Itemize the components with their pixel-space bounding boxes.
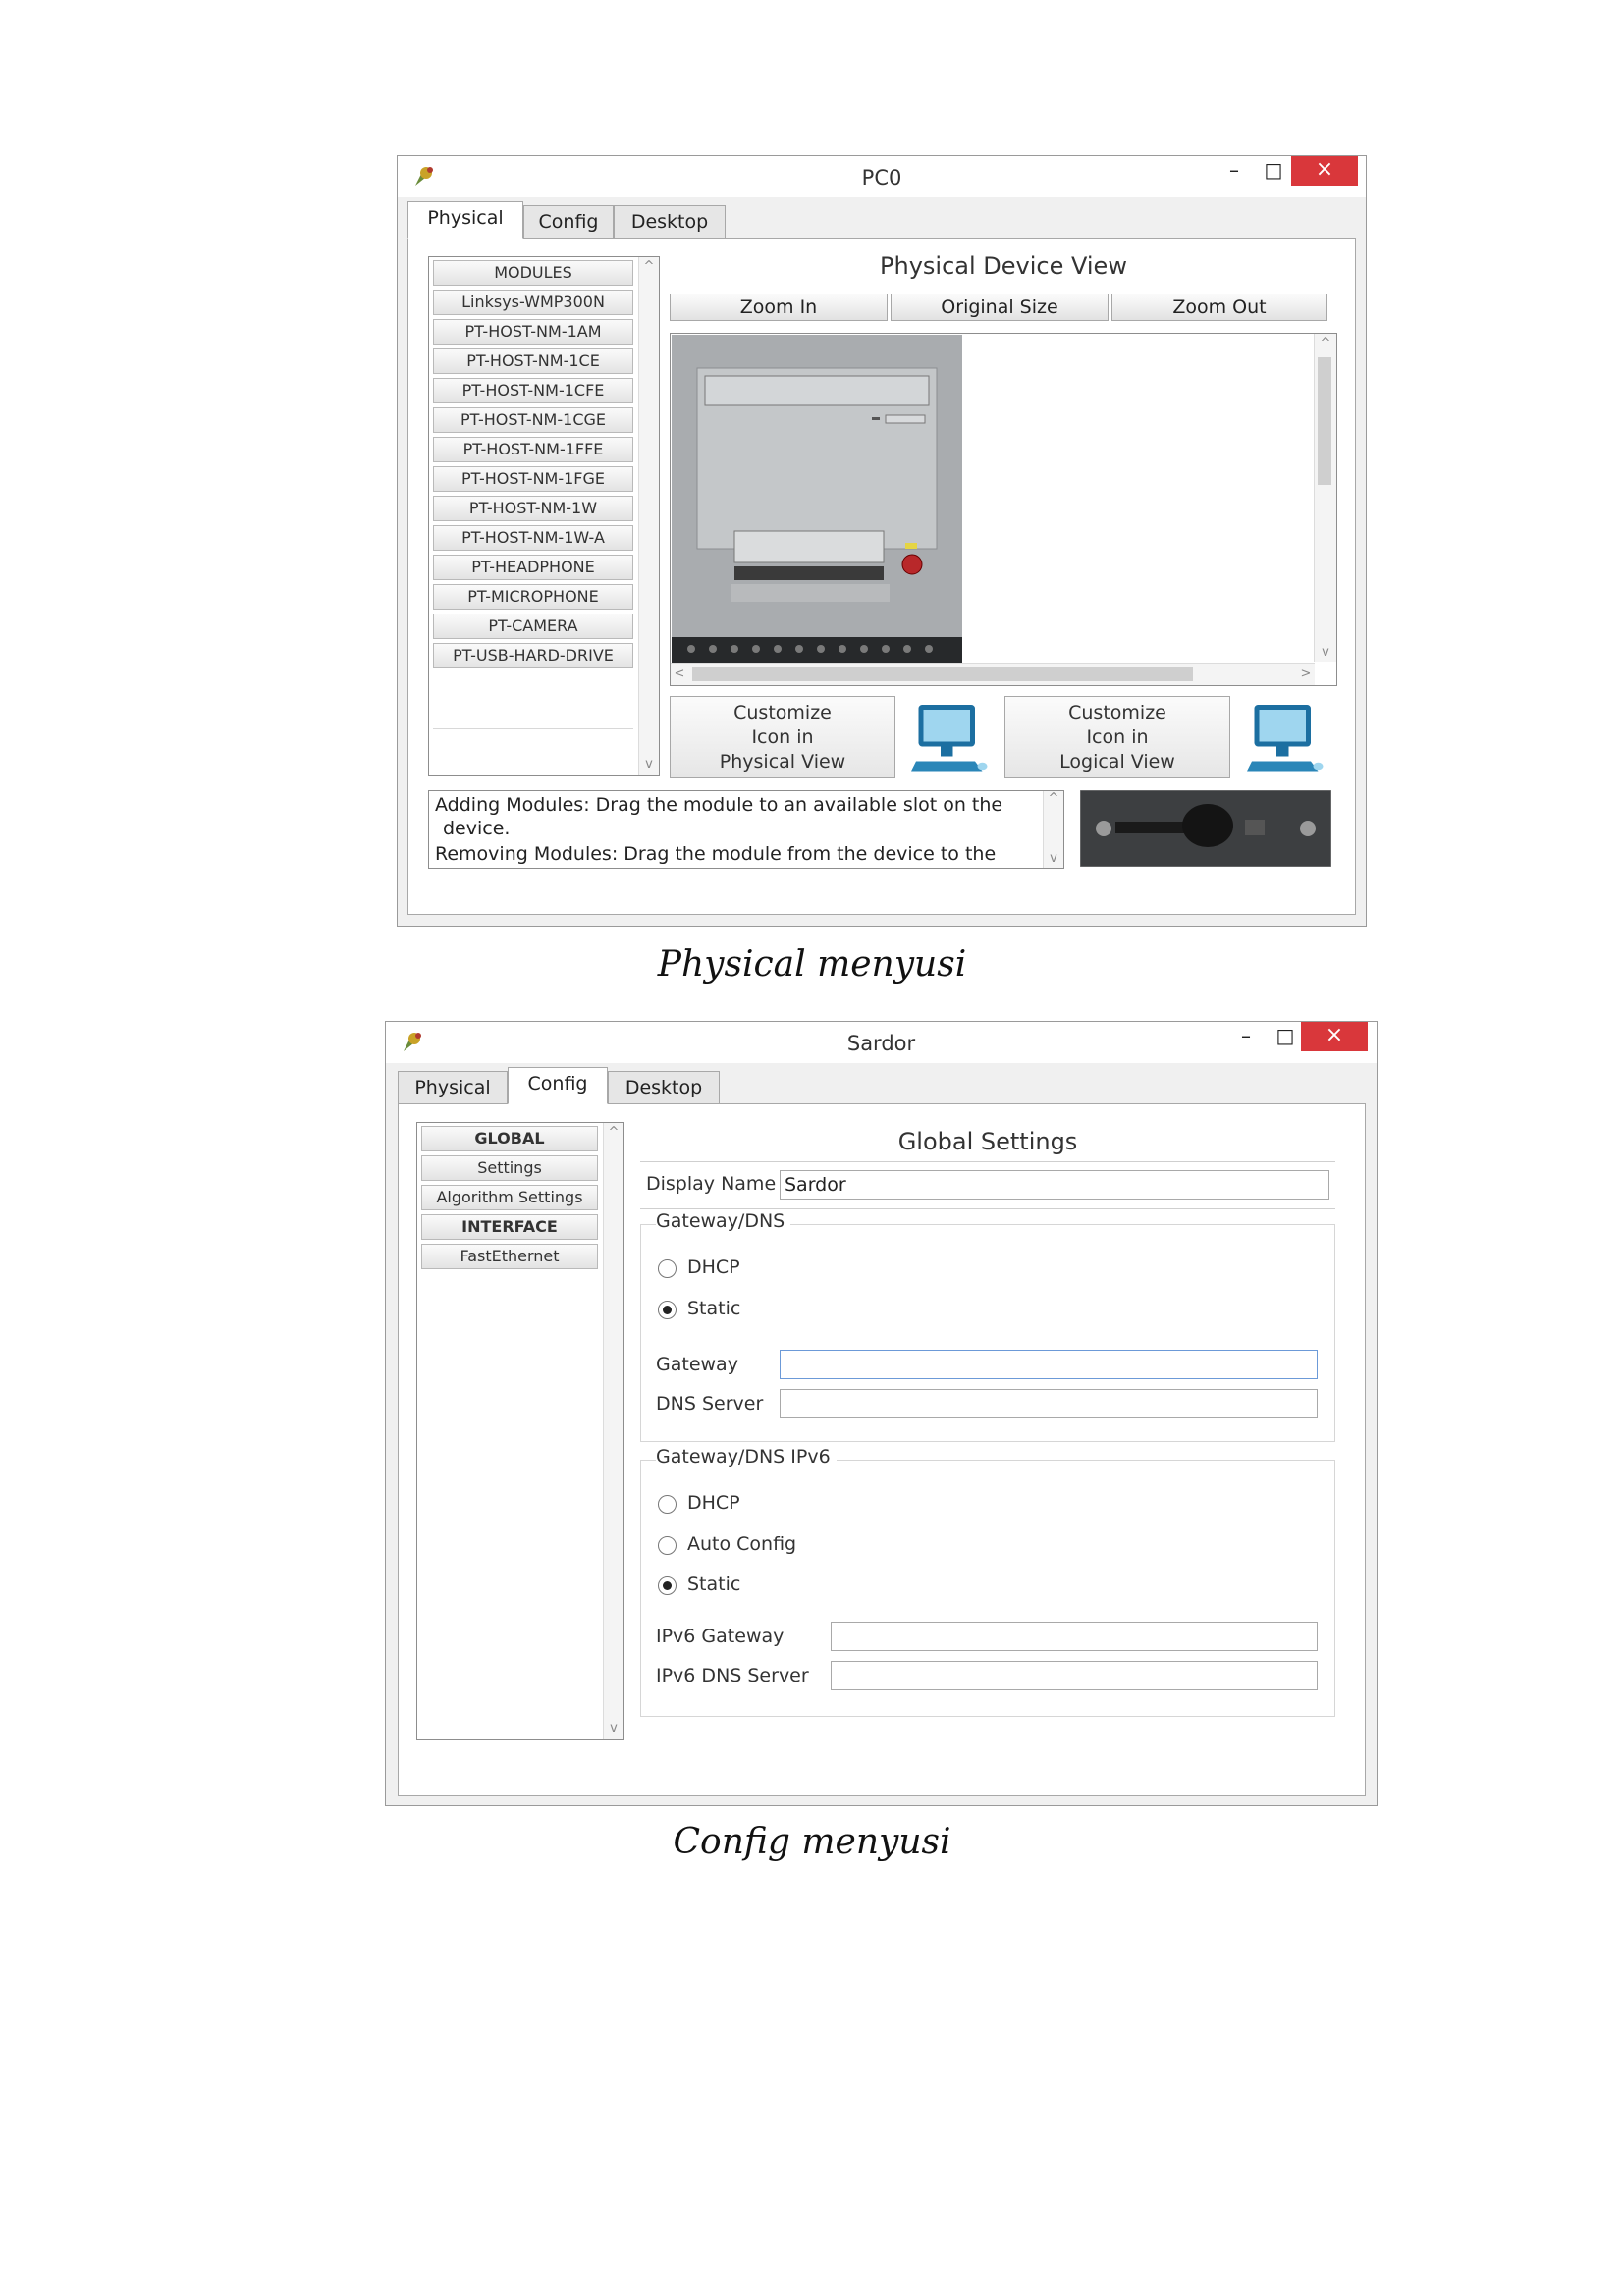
tab-desktop[interactable]: Desktop xyxy=(614,205,726,239)
dhcp-label[interactable]: DHCP xyxy=(687,1256,740,1278)
list-item[interactable]: PT-HOST-NM-1AM xyxy=(433,319,633,345)
modules-list[interactable] xyxy=(428,256,660,776)
maximize-button[interactable]: □ xyxy=(1264,158,1283,182)
window-title: PC0 xyxy=(861,166,902,189)
dhcp-radio[interactable] xyxy=(658,1259,677,1278)
sidebar-item-interface[interactable]: INTERFACE xyxy=(421,1214,598,1240)
scroll-up-icon[interactable]: ^ xyxy=(643,259,655,274)
config-panel xyxy=(398,1103,1366,1796)
customize-label: Icon in xyxy=(1086,726,1149,748)
tab-physical[interactable]: Physical xyxy=(407,201,523,239)
ipv6-gateway-label: IPv6 Gateway xyxy=(656,1626,785,1647)
customize-physical-view-button[interactable] xyxy=(670,696,895,778)
customize-label: Logical View xyxy=(1059,751,1175,773)
ipv6-dhcp-label[interactable]: DHCP xyxy=(687,1492,740,1514)
sardor-window xyxy=(385,1021,1378,1806)
help-line: Removing Modules: Drag the module from the device to the xyxy=(435,843,997,865)
gateway-dns-title: Gateway/DNS xyxy=(656,1210,790,1232)
dns-server-field[interactable] xyxy=(780,1389,1318,1418)
customize-label: Customize xyxy=(1068,702,1166,723)
gateway-field[interactable] xyxy=(780,1350,1318,1379)
customize-label: Customize xyxy=(733,702,832,723)
help-line: Adding Modules: Drag the module to an available slot on the xyxy=(435,794,1003,816)
minimize-button[interactable]: – xyxy=(1229,158,1239,182)
ipv6-auto-config-label[interactable]: Auto Config xyxy=(687,1533,797,1555)
viewport-vscrollbar[interactable] xyxy=(1314,334,1336,662)
sidebar-item-global[interactable]: GLOBAL xyxy=(421,1126,598,1151)
list-item[interactable]: PT-HOST-NM-1CE xyxy=(433,348,633,374)
hscroll-thumb[interactable] xyxy=(692,667,1193,681)
device-viewport[interactable] xyxy=(670,333,1337,686)
list-item[interactable]: PT-HEADPHONE xyxy=(433,555,633,580)
physical-device-view-title: Physical Device View xyxy=(880,252,1127,280)
dns-server-label: DNS Server xyxy=(656,1393,764,1415)
help-scrollbar[interactable] xyxy=(1043,791,1063,868)
caption-config: Config menyusi xyxy=(673,1822,951,1862)
list-item[interactable]: PT-HOST-NM-1W-A xyxy=(433,525,633,551)
window-title: Sardor xyxy=(846,1032,916,1055)
close-button[interactable]: × xyxy=(1291,156,1358,186)
list-item[interactable]: PT-USB-HARD-DRIVE xyxy=(433,643,633,668)
static-label[interactable]: Static xyxy=(687,1298,741,1319)
close-button[interactable]: × xyxy=(1301,1022,1368,1051)
list-item[interactable]: PT-HOST-NM-1W xyxy=(433,496,633,521)
help-textarea[interactable] xyxy=(428,790,1064,869)
list-item[interactable]: PT-HOST-NM-1CFE xyxy=(433,378,633,403)
caption-physical: Physical menyusi xyxy=(657,944,967,985)
title-bar[interactable] xyxy=(386,1022,1377,1063)
ipv6-dns-server-field[interactable] xyxy=(831,1661,1318,1690)
customize-logical-view-button[interactable] xyxy=(1004,696,1230,778)
scroll-thumb[interactable] xyxy=(1318,357,1331,485)
modules-scrollbar[interactable] xyxy=(638,257,659,775)
title-bar[interactable] xyxy=(398,156,1366,197)
list-item[interactable]: PT-HOST-NM-1FGE xyxy=(433,466,633,492)
ipv6-gateway-field[interactable] xyxy=(831,1622,1318,1651)
physical-panel xyxy=(407,238,1356,915)
global-settings-title: Global Settings xyxy=(897,1128,1078,1155)
scroll-up-icon[interactable]: ^ xyxy=(1320,336,1331,350)
ipv6-dns-server-label: IPv6 DNS Server xyxy=(656,1665,809,1686)
scroll-left-icon[interactable]: < xyxy=(674,667,685,681)
config-sidebar[interactable] xyxy=(416,1122,624,1740)
maximize-button[interactable]: □ xyxy=(1275,1024,1295,1047)
original-size-button[interactable]: Original Size xyxy=(891,294,1109,321)
list-item[interactable]: Linksys-WMP300N xyxy=(433,290,633,315)
list-item[interactable]: PT-HOST-NM-1CGE xyxy=(433,407,633,433)
tab-config[interactable]: Config xyxy=(508,1067,608,1104)
scroll-down-icon[interactable]: v xyxy=(645,757,653,772)
list-item[interactable]: PT-MICROPHONE xyxy=(433,584,633,610)
scroll-up-icon[interactable]: ^ xyxy=(1048,791,1059,806)
tab-config[interactable]: Config xyxy=(523,205,614,239)
computer-icon xyxy=(1245,700,1327,778)
scroll-down-icon[interactable]: v xyxy=(1050,851,1057,866)
viewport-hscrollbar[interactable] xyxy=(671,663,1315,685)
list-item[interactable]: PT-HOST-NM-1FFE xyxy=(433,437,633,462)
zoom-out-button[interactable]: Zoom Out xyxy=(1111,294,1327,321)
modules-header: MODULES xyxy=(433,260,633,286)
ipv6-static-radio[interactable] xyxy=(658,1576,677,1595)
customize-label: Physical View xyxy=(719,751,846,773)
customize-label: Icon in xyxy=(751,726,814,748)
computer-icon xyxy=(909,700,992,778)
tab-desktop[interactable]: Desktop xyxy=(608,1071,720,1104)
display-name-field[interactable]: Sardor xyxy=(780,1170,1329,1200)
pc0-window xyxy=(397,155,1367,927)
gateway-dns-ipv6-title: Gateway/DNS IPv6 xyxy=(656,1446,837,1468)
scroll-down-icon[interactable]: v xyxy=(1322,645,1329,660)
sidebar-item-algorithm-settings[interactable]: Algorithm Settings xyxy=(421,1185,598,1210)
minimize-button[interactable]: – xyxy=(1241,1024,1251,1047)
tab-physical[interactable]: Physical xyxy=(398,1071,508,1104)
sidebar-item-fastethernet[interactable]: FastEthernet xyxy=(421,1244,598,1269)
zoom-in-button[interactable]: Zoom In xyxy=(670,294,888,321)
scroll-down-icon[interactable]: v xyxy=(610,1721,618,1735)
display-name-label: Display Name xyxy=(646,1173,777,1195)
scroll-right-icon[interactable]: > xyxy=(1300,667,1312,681)
sidebar-scrollbar[interactable] xyxy=(603,1123,623,1739)
sidebar-item-settings[interactable]: Settings xyxy=(421,1155,598,1181)
list-item[interactable]: PT-CAMERA xyxy=(433,614,633,639)
ipv6-static-label[interactable]: Static xyxy=(687,1574,741,1595)
ipv6-dhcp-radio[interactable] xyxy=(658,1495,677,1514)
help-line: device. xyxy=(443,818,511,839)
module-preview-image[interactable] xyxy=(1080,790,1331,867)
scroll-up-icon[interactable]: ^ xyxy=(608,1125,620,1140)
gateway-label: Gateway xyxy=(656,1354,738,1375)
ipv6-auto-config-radio[interactable] xyxy=(658,1536,677,1555)
static-radio[interactable] xyxy=(658,1301,677,1319)
pc-tower-image[interactable] xyxy=(672,335,962,663)
